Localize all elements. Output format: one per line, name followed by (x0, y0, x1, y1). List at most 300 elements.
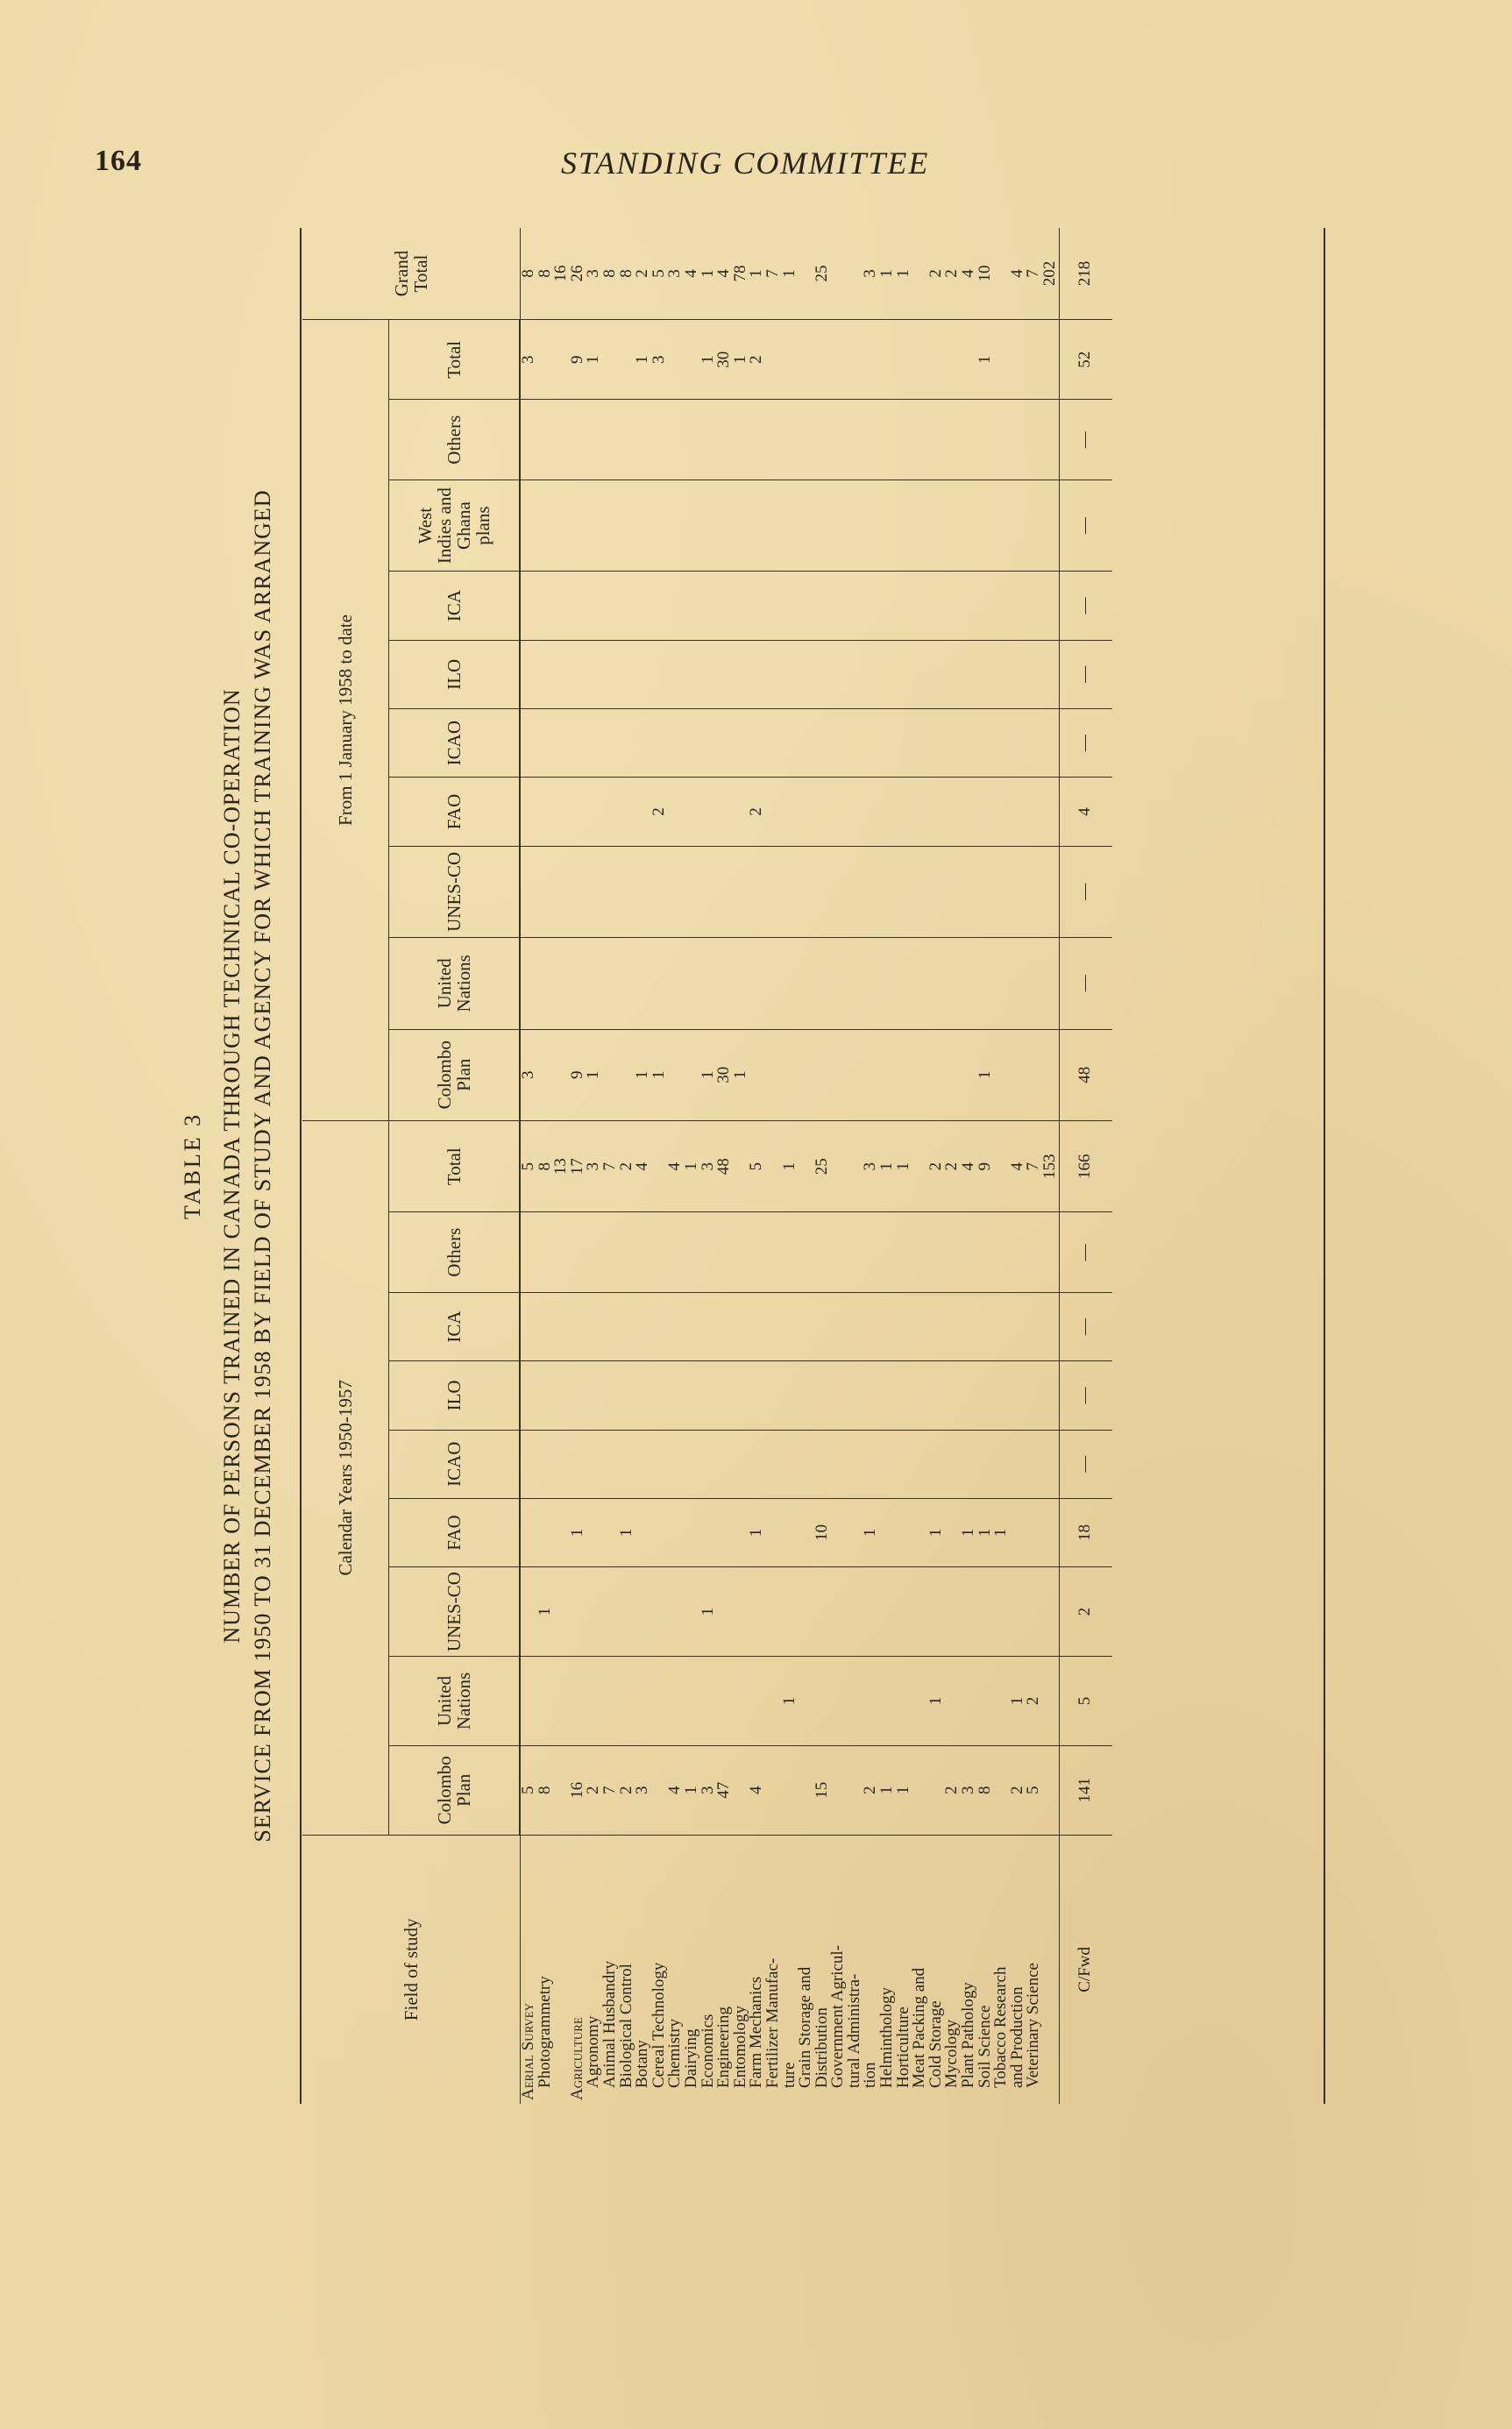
value-cell (896, 320, 912, 400)
field-cell: and Production (1007, 1986, 1026, 2088)
value-cell (684, 778, 700, 846)
value-cell (537, 1498, 554, 1566)
value-cell (700, 1498, 717, 1566)
value-cell (602, 778, 619, 846)
value-cell (879, 320, 896, 400)
value-cell (896, 708, 912, 777)
value-cell (977, 708, 994, 777)
value-cell (749, 708, 765, 777)
field-cell: Plant Pathology (959, 1982, 978, 2088)
value-cell: 10 (977, 228, 994, 320)
value-cell: 1 (896, 228, 912, 320)
value-cell (879, 938, 896, 1029)
value-cell (602, 1498, 619, 1566)
value-cell: 8 (537, 1120, 554, 1212)
value-cell (586, 479, 602, 571)
value-cell (586, 778, 602, 846)
value-cell (944, 1361, 961, 1430)
value-cell (862, 846, 879, 937)
field-cell: Government Agricul- (828, 1944, 848, 2088)
value-cell: 2 (944, 1120, 961, 1212)
value-cell (798, 1361, 814, 1430)
value-cell (798, 320, 814, 400)
value-cell: 3 (586, 228, 602, 320)
value-cell (520, 708, 537, 777)
value-cell (667, 1567, 684, 1657)
value-cell: 3 (862, 1120, 879, 1212)
value-cell: 2 (749, 778, 765, 846)
value-cell (798, 778, 814, 846)
value-cell (619, 938, 635, 1029)
value-cell (912, 572, 928, 640)
value-cell (1010, 572, 1026, 640)
p2-col-header: UNES-CO (389, 846, 521, 937)
value-cell (814, 1212, 831, 1292)
value-cell (586, 1361, 602, 1430)
value-cell (1042, 938, 1059, 1029)
value-cell (879, 572, 896, 640)
value-cell (602, 640, 619, 708)
value-cell (944, 1657, 961, 1746)
value-cell (993, 1212, 1010, 1292)
value-cell (553, 1745, 570, 1835)
value-cell (862, 1212, 879, 1292)
value-cell (993, 320, 1010, 400)
value-cell (879, 640, 896, 708)
value-cell (619, 1657, 635, 1746)
value-cell (570, 1361, 586, 1430)
value-cell (879, 479, 896, 571)
value-cell: 5 (520, 1745, 537, 1835)
value-cell (537, 640, 554, 708)
value-cell: 1 (570, 1498, 586, 1566)
value-cell (520, 400, 537, 479)
value-cell (619, 479, 635, 571)
value-cell: 1 (879, 228, 896, 320)
value-cell: 2 (651, 778, 668, 846)
value-cell: 1 (896, 1120, 912, 1212)
value-cell (944, 572, 961, 640)
table-row (749, 228, 765, 2104)
value-cell (667, 400, 684, 479)
table-row (602, 228, 619, 2104)
value-cell: 4 (1010, 228, 1026, 320)
field-cell: Helminthology (877, 1986, 897, 2088)
value-cell (814, 1292, 831, 1360)
value-cell (798, 572, 814, 640)
value-cell (635, 1657, 651, 1746)
value-cell (684, 1212, 700, 1292)
value-cell (830, 1120, 847, 1212)
value-cell (944, 400, 961, 479)
value-cell (619, 400, 635, 479)
field-cell: Tobacco Research (991, 1966, 1011, 2088)
value-cell (700, 479, 717, 571)
value-cell (977, 1361, 994, 1430)
value-cell (667, 708, 684, 777)
value-cell: 3 (961, 1745, 977, 1835)
value-cell (570, 1292, 586, 1360)
value-cell: 1 (700, 228, 717, 320)
field-cell: Agriculture (567, 2017, 586, 2100)
value-cell (765, 1361, 782, 1430)
value-cell: 3 (667, 228, 684, 320)
field-cell: Entomology (730, 2006, 749, 2088)
value-cell (1026, 708, 1042, 777)
table-row (798, 228, 814, 2104)
value-cell (749, 1292, 765, 1360)
value-cell: 1 (635, 1029, 651, 1120)
period1-header: Calendar Years 1950-1957 (302, 1120, 389, 1835)
value-cell (749, 846, 765, 937)
value-cell (537, 1029, 554, 1120)
value-cell (586, 846, 602, 937)
value-cell (619, 640, 635, 708)
value-cell (847, 1292, 863, 1360)
value-cell (716, 1657, 733, 1746)
carried-forward-row (1059, 228, 1112, 2104)
value-cell (716, 938, 733, 1029)
value-cell (765, 938, 782, 1029)
value-cell (782, 1029, 799, 1120)
value-cell (961, 479, 977, 571)
value-cell (977, 572, 994, 640)
value-cell (602, 1212, 619, 1292)
value-cell (993, 572, 1010, 640)
value-cell (928, 479, 945, 571)
value-cell (733, 572, 749, 640)
value-cell (667, 938, 684, 1029)
value-cell (700, 938, 717, 1029)
value-cell: 1 (879, 1120, 896, 1212)
field-cell: Chemistry (665, 2018, 685, 2088)
value-cell: 7 (602, 1120, 619, 1212)
value-cell (520, 846, 537, 937)
value-cell (716, 778, 733, 846)
value-cell (782, 1745, 799, 1835)
value-cell (896, 1498, 912, 1566)
value-cell (782, 708, 799, 777)
value-cell: 2 (944, 228, 961, 320)
value-cell (553, 938, 570, 1029)
value-cell (586, 708, 602, 777)
value-cell (667, 1430, 684, 1498)
value-cell (586, 1212, 602, 1292)
value-cell (782, 1212, 799, 1292)
field-cell (553, 1835, 570, 2104)
carried-forward-cell: 141 (1059, 1745, 1112, 1835)
value-cell (912, 1430, 928, 1498)
value-cell (912, 1567, 928, 1657)
value-cell (684, 938, 700, 1029)
carried-forward-cell: 52 (1059, 320, 1112, 400)
value-cell: 1 (928, 1657, 945, 1746)
value-cell (1042, 1361, 1059, 1430)
value-cell: 1 (862, 1498, 879, 1566)
value-cell (928, 708, 945, 777)
value-cell: 2 (928, 1120, 945, 1212)
carried-forward-cell: — (1059, 572, 1112, 640)
value-cell (684, 708, 700, 777)
value-cell (798, 1120, 814, 1212)
value-cell (1042, 1430, 1059, 1498)
value-cell: 1 (537, 1567, 554, 1657)
value-cell (798, 708, 814, 777)
p2-col-header: ICA (389, 572, 521, 640)
value-cell (667, 640, 684, 708)
value-cell (520, 938, 537, 1029)
value-cell (993, 1029, 1010, 1120)
field-cell: Soil Science (975, 2005, 994, 2088)
value-cell (520, 1498, 537, 1566)
value-cell (814, 320, 831, 400)
value-cell (862, 1292, 879, 1360)
value-cell: 5 (1026, 1745, 1042, 1835)
value-cell (537, 1292, 554, 1360)
value-cell: 8 (520, 228, 537, 320)
value-cell (570, 938, 586, 1029)
field-column-header: Field of study (302, 1835, 520, 2104)
value-cell (586, 1657, 602, 1746)
value-cell (619, 1212, 635, 1292)
value-cell (814, 778, 831, 846)
value-cell (993, 846, 1010, 937)
value-cell: 25 (814, 228, 831, 320)
value-cell (553, 708, 570, 777)
value-cell (782, 1361, 799, 1430)
table-row (684, 228, 700, 2104)
value-cell (928, 1212, 945, 1292)
value-cell (896, 640, 912, 708)
value-cell (765, 708, 782, 777)
value-cell (782, 1292, 799, 1360)
value-cell (830, 1567, 847, 1657)
value-cell (1042, 479, 1059, 571)
value-cell: 4 (716, 228, 733, 320)
value-cell (520, 479, 537, 571)
value-cell: 16 (570, 1745, 586, 1835)
value-cell (814, 708, 831, 777)
value-cell: 15 (814, 1745, 831, 1835)
value-cell (570, 479, 586, 571)
value-cell (814, 1029, 831, 1120)
value-cell (862, 1567, 879, 1657)
value-cell (586, 1498, 602, 1566)
value-cell: 7 (765, 228, 782, 320)
value-cell (635, 938, 651, 1029)
value-cell (635, 1567, 651, 1657)
value-cell (961, 1292, 977, 1360)
value-cell (993, 479, 1010, 571)
value-cell (1042, 320, 1059, 400)
value-cell (635, 1361, 651, 1430)
value-cell (879, 1292, 896, 1360)
value-cell (1010, 640, 1026, 708)
value-cell (1026, 1430, 1042, 1498)
value-cell (814, 846, 831, 937)
value-cell (896, 1567, 912, 1657)
value-cell (879, 1430, 896, 1498)
value-cell (961, 708, 977, 777)
value-cell (993, 1567, 1010, 1657)
value-cell (862, 320, 879, 400)
carried-forward-cell: — (1059, 1292, 1112, 1360)
table-label: TABLE 3 (180, 1112, 205, 1220)
value-cell (798, 1430, 814, 1498)
value-cell (635, 1212, 651, 1292)
value-cell (847, 1029, 863, 1120)
value-cell (570, 640, 586, 708)
value-cell (765, 1657, 782, 1746)
data-table (302, 228, 1112, 2104)
value-cell (912, 640, 928, 708)
value-cell (602, 708, 619, 777)
value-cell (520, 572, 537, 640)
value-cell (830, 1292, 847, 1360)
value-cell (553, 778, 570, 846)
value-cell (749, 1029, 765, 1120)
value-cell (602, 572, 619, 640)
grand-total-header: Grand Total (302, 228, 520, 320)
value-cell (602, 938, 619, 1029)
value-cell (830, 846, 847, 937)
value-cell: 5 (749, 1120, 765, 1212)
value-cell (749, 1567, 765, 1657)
field-cell: Distribution (812, 2007, 831, 2088)
p1-col-header: ICA (389, 1292, 521, 1360)
value-cell (814, 1361, 831, 1430)
field-cell: Mycology (942, 2019, 962, 2088)
value-cell (847, 1361, 863, 1430)
value-cell (896, 1430, 912, 1498)
value-cell (651, 846, 668, 937)
value-cell (684, 1029, 700, 1120)
value-cell: 2 (928, 228, 945, 320)
value-cell (1026, 938, 1042, 1029)
value-cell (570, 1567, 586, 1657)
value-cell: 1 (684, 1745, 700, 1835)
value-cell (716, 846, 733, 937)
field-cell: Meat Packing and (910, 1967, 929, 2088)
carried-forward-cell: — (1059, 708, 1112, 777)
value-cell (765, 640, 782, 708)
value-cell (1010, 1361, 1026, 1430)
value-cell (830, 572, 847, 640)
value-cell (830, 1745, 847, 1835)
value-cell (667, 1657, 684, 1746)
value-cell (928, 640, 945, 708)
field-cell: Dairying (681, 2028, 700, 2088)
value-cell (944, 1029, 961, 1120)
value-cell (553, 1029, 570, 1120)
value-cell: 1 (782, 228, 799, 320)
value-cell (944, 938, 961, 1029)
value-cell (537, 1657, 554, 1746)
value-cell (977, 778, 994, 846)
value-cell (782, 400, 799, 479)
value-cell (961, 1361, 977, 1430)
period2-header: From 1 January 1958 to date (302, 320, 389, 1121)
value-cell (667, 846, 684, 937)
p1-col-header: Total (389, 1120, 521, 1212)
value-cell (684, 1361, 700, 1430)
table-row (961, 228, 977, 2104)
value-cell (830, 320, 847, 400)
value-cell (635, 640, 651, 708)
value-cell (520, 1430, 537, 1498)
value-cell (619, 708, 635, 777)
value-cell (586, 1292, 602, 1360)
value-cell (782, 320, 799, 400)
value-cell (553, 1361, 570, 1430)
value-cell (700, 1430, 717, 1498)
value-cell (520, 1292, 537, 1360)
carried-forward-label: C/Fwd (1059, 1835, 1112, 2104)
value-cell (782, 846, 799, 937)
value-cell (716, 1292, 733, 1360)
table-row (520, 228, 537, 2104)
value-cell (635, 1292, 651, 1360)
field-cell: ture (779, 2062, 799, 2088)
value-cell (896, 846, 912, 937)
value-cell: 3 (520, 1029, 537, 1120)
value-cell (765, 1292, 782, 1360)
value-cell (1010, 1430, 1026, 1498)
carried-forward-cell: — (1059, 938, 1112, 1029)
value-cell (896, 400, 912, 479)
value-cell (993, 938, 1010, 1029)
value-cell (765, 1212, 782, 1292)
value-cell (602, 400, 619, 479)
value-cell (830, 1361, 847, 1430)
value-cell (586, 938, 602, 1029)
value-cell: 8 (602, 228, 619, 320)
value-cell (830, 640, 847, 708)
value-cell (928, 938, 945, 1029)
value-cell (602, 1029, 619, 1120)
value-cell (928, 1567, 945, 1657)
value-cell (684, 1657, 700, 1746)
value-cell (553, 640, 570, 708)
value-cell: 1 (749, 1498, 765, 1566)
value-cell (602, 1361, 619, 1430)
value-cell (700, 846, 717, 937)
value-cell (993, 778, 1010, 846)
p2-col-header: Colombo Plan (389, 1029, 521, 1120)
value-cell: 78 (733, 228, 749, 320)
value-cell (749, 1361, 765, 1430)
value-cell (798, 846, 814, 937)
value-cell (1026, 572, 1042, 640)
value-cell (667, 572, 684, 640)
value-cell (520, 1361, 537, 1430)
value-cell (553, 1657, 570, 1746)
value-cell (700, 708, 717, 777)
p1-col-header: Others (389, 1212, 521, 1292)
value-cell (961, 938, 977, 1029)
value-cell (602, 320, 619, 400)
value-cell: 2 (862, 1745, 879, 1835)
value-cell (1026, 320, 1042, 400)
value-cell (1026, 1292, 1042, 1360)
value-cell (733, 1212, 749, 1292)
value-cell (847, 572, 863, 640)
value-cell (1026, 640, 1042, 708)
value-cell: 1 (928, 1498, 945, 1566)
value-cell (928, 320, 945, 400)
value-cell (896, 938, 912, 1029)
value-cell (928, 400, 945, 479)
